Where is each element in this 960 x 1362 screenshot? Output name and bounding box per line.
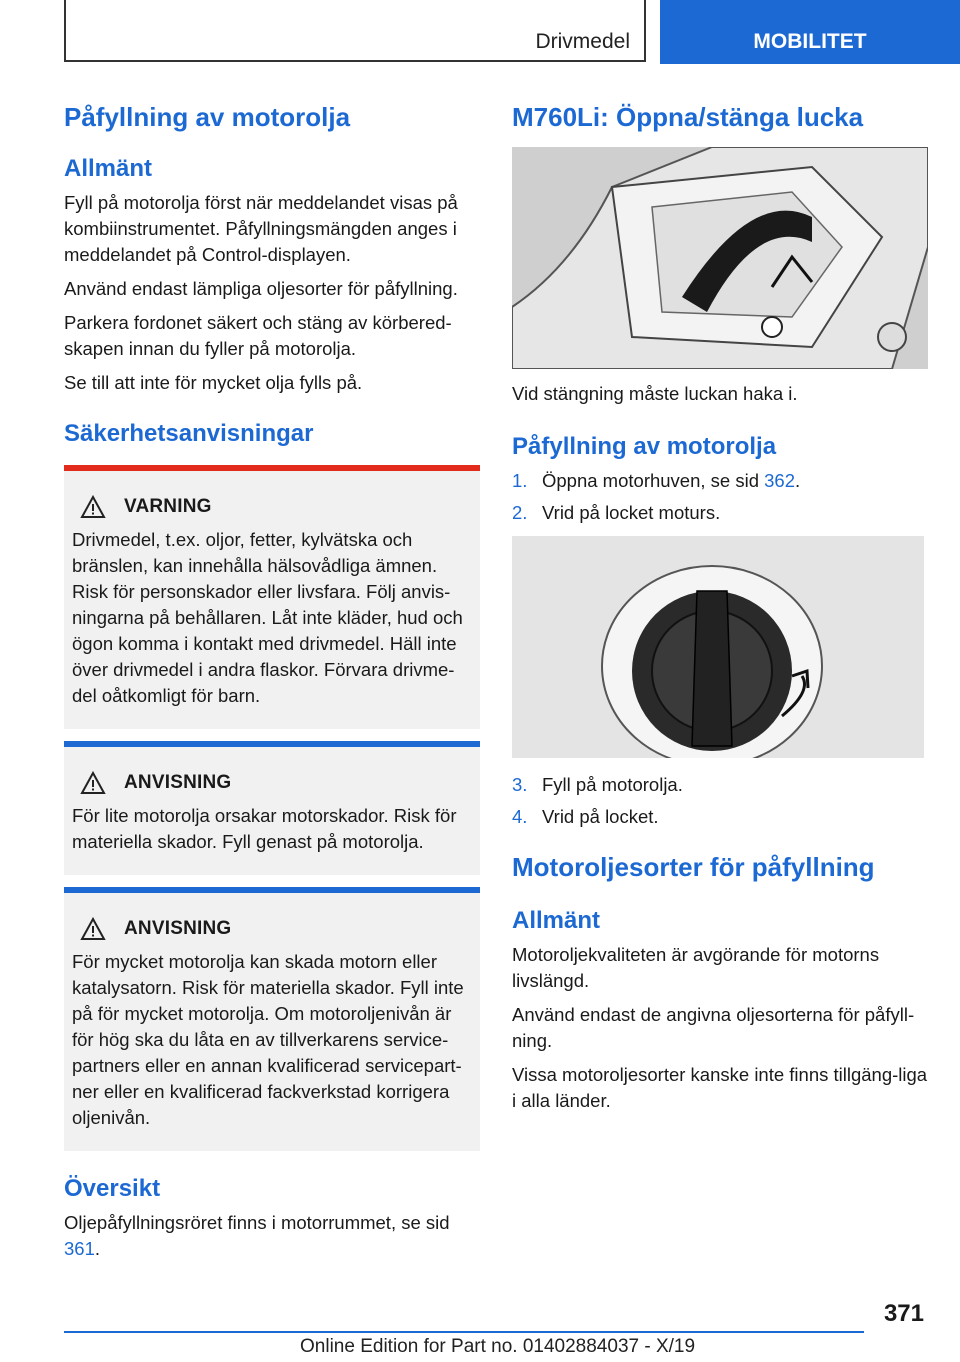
- right-column: [512, 96, 928, 1114]
- general-paragraph: Fyll på motorolja först när meddelandet visas på kombiinstrumentet. Påfyllningsmängden anges i meddelandet på Control-displayen.: [64, 191, 458, 265]
- steps-list: [512, 468, 928, 526]
- grades-paragraph: Motoroljekvaliteten är avgörande för motorns livslängd.: [512, 943, 880, 991]
- overview-text: Oljepåfyllningsröret finns i motorrummet, se sid: [64, 1211, 450, 1233]
- step-item: [512, 772, 928, 798]
- step-number: 1.: [512, 469, 528, 491]
- header-box: [64, 0, 646, 62]
- footer-edition: Online Edition for Part no. 01402884037 - X/19: [300, 1336, 696, 1357]
- page-number: 371: [883, 1300, 924, 1327]
- fill-heading: Påfyllning av motorolja: [512, 433, 777, 461]
- step-text: Vrid på locket.: [542, 805, 659, 827]
- section-title: Påfyllning av motorolja: [64, 102, 351, 132]
- grades-subheading: Allmänt: [512, 907, 601, 935]
- grades-paragraph: Använd endast de angivna oljesorterna för påfyll-ning.: [512, 1003, 915, 1051]
- step-item: [512, 500, 928, 526]
- grades-heading: Motoroljesorter för påfyllning: [512, 851, 875, 882]
- grades-paragraph: Vissa motoroljesorter kanske inte finns tillgäng-liga i alla länder.: [512, 1063, 928, 1111]
- oil-cap-photo: [512, 536, 924, 758]
- left-column: [64, 96, 480, 1262]
- step-number: 3.: [512, 773, 528, 795]
- warning-text: Drivmedel, t.ex. oljor, fetter, kylvätska och bränslen, kan innehålla hälsovådliga ämnen. Risk för personskador eller livsfara. Följ anvis-ningarna på behållaren. Låt inte kläder, hud och ögon komma i kontakt med drivmedel. Häll inte över drivmedel i andra flaskor. Förvara drivme-del oåtkomligt för barn.: [72, 528, 463, 706]
- step-item: [512, 804, 928, 830]
- step-number: 4.: [512, 805, 528, 827]
- step-label: Öppna motorhuven, se sid: [542, 469, 759, 491]
- notice-box: [64, 741, 480, 875]
- notice-triangle-icon: [80, 771, 106, 795]
- header-section: Drivmedel: [535, 30, 630, 53]
- general-paragraph: Parkera fordonet säkert och stäng av körbered-skapen innan du fyller på motorolja.: [64, 311, 452, 359]
- notice-triangle-icon: [80, 917, 106, 941]
- overview-end: .: [94, 1237, 101, 1259]
- general-heading: Allmänt: [64, 155, 153, 183]
- general-paragraph: Se till att inte för mycket olja fylls på.: [64, 371, 363, 393]
- overview-heading: Översikt: [64, 1174, 161, 1202]
- notice-box: [64, 887, 480, 1151]
- step-item: [512, 468, 928, 494]
- page-link[interactable]: 362: [764, 469, 796, 491]
- header-chapter-tab[interactable]: [660, 0, 960, 64]
- oil-cap-illustration: [512, 536, 924, 758]
- warning-box: [64, 465, 480, 729]
- engine-cover-illustration: [512, 147, 928, 369]
- step-text: [542, 468, 800, 494]
- notice-title: ANVISNING: [124, 771, 232, 793]
- step-text: Vrid på locket moturs.: [542, 501, 721, 523]
- step-end: .: [795, 469, 801, 491]
- overview-paragraph: [64, 1210, 480, 1262]
- m760-heading: M760Li: Öppna/stänga lucka: [512, 102, 864, 132]
- general-paragraph: Använd endast lämpliga oljesorter för påfyllning.: [64, 277, 458, 299]
- notice-title: ANVISNING: [124, 917, 232, 939]
- m760-caption: Vid stängning måste luckan haka i.: [512, 383, 798, 405]
- notice-text: För lite motorolja orsakar motorskador. Risk för materiella skador. Fyll genast på motorolja.: [72, 804, 457, 852]
- step-number: 2.: [512, 501, 528, 523]
- step-text: Fyll på motorolja.: [542, 773, 683, 795]
- header-chapter-label: MOBILITET: [753, 30, 867, 53]
- footer-rule: [64, 1331, 864, 1333]
- page-link[interactable]: 361: [64, 1237, 95, 1259]
- notice-text: För mycket motorolja kan skada motorn eller katalysatorn. Risk för materiella skador. Fyll inte på för mycket motorolja. Om motoroljenivån är för hög ska du låta en av tillverkarens service-partners eller en annan kvalificerad servicepart-ner eller en kvalificerad fackverkstad korrigera oljenivån.: [72, 950, 464, 1128]
- steps-list: [512, 772, 928, 830]
- warning-title: VARNING: [124, 495, 212, 517]
- safety-heading: Säkerhetsanvisningar: [64, 419, 314, 447]
- engine-cover-photo: [512, 147, 928, 369]
- warning-triangle-icon: [80, 495, 106, 519]
